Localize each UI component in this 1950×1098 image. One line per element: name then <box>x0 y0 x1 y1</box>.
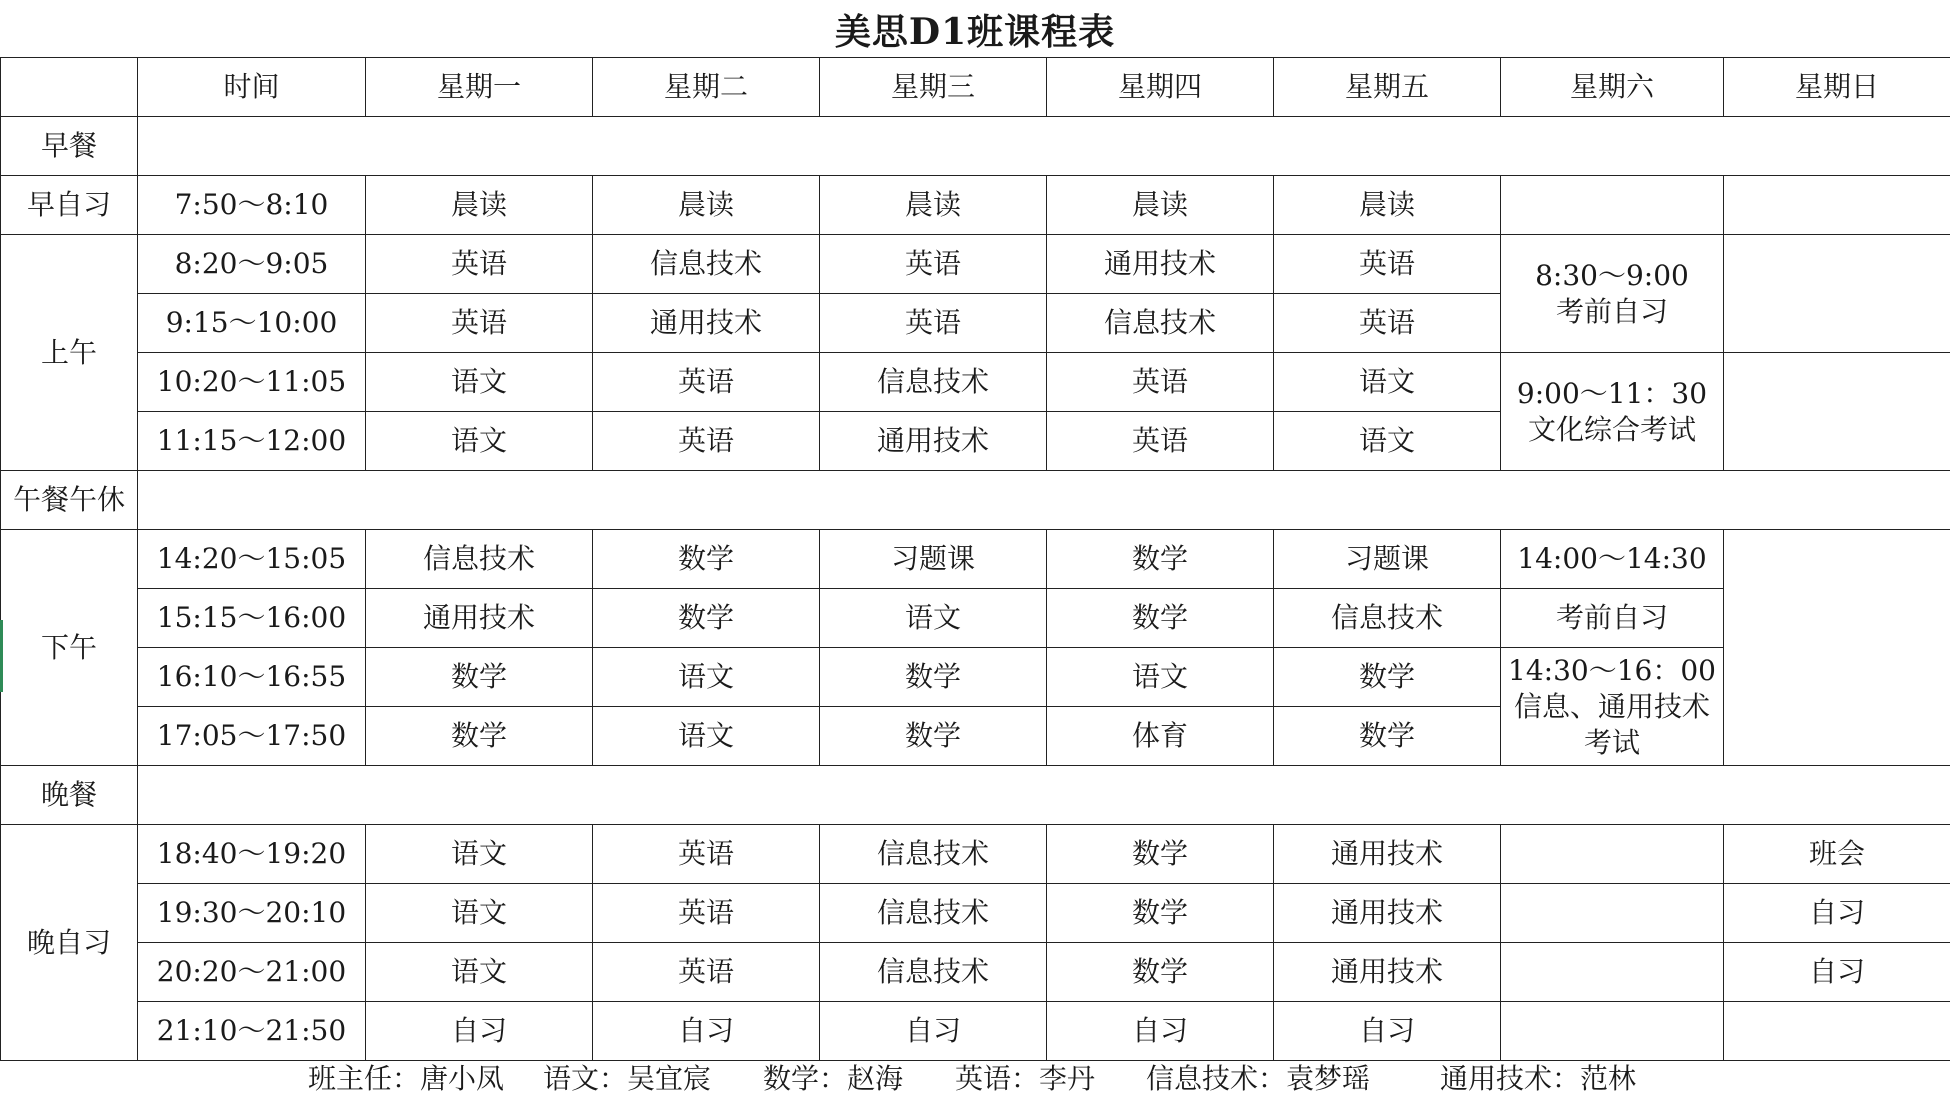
class-cell: 信息技术 <box>366 530 593 589</box>
class-cell: 数学 <box>1047 884 1274 943</box>
class-cell: 英语 <box>593 412 820 471</box>
class-cell: 信息技术 <box>1047 294 1274 353</box>
class-cell: 英语 <box>1047 412 1274 471</box>
class-cell: 晨读 <box>1274 176 1501 235</box>
morning-row <box>1 235 1950 294</box>
sunday-morning-empty <box>1724 235 1950 353</box>
saturday-block-time: 14:30～16：00 <box>1508 653 1716 687</box>
time-cell: 14:20～15:05 <box>138 530 366 589</box>
header-day: 星期二 <box>593 58 820 117</box>
class-cell: 自习 <box>593 1002 820 1061</box>
class-cell: 晨读 <box>366 176 593 235</box>
section-label-morning-study: 早自习 <box>1 176 138 235</box>
class-cell: 英语 <box>366 235 593 294</box>
class-cell: 晨读 <box>820 176 1047 235</box>
class-cell: 自习 <box>820 1002 1047 1061</box>
class-cell: 信息技术 <box>820 943 1047 1002</box>
class-cell: 信息技术 <box>1274 589 1501 648</box>
dinner-row <box>1 766 1950 825</box>
saturday-morning-block-1 <box>1501 235 1724 353</box>
afternoon-row <box>1 530 1950 589</box>
lunch-row <box>1 471 1950 530</box>
class-cell: 英语 <box>1047 353 1274 412</box>
time-cell: 8:20～9:05 <box>138 235 366 294</box>
footer-chinese-teacher: 语文：吴宜宸 <box>543 1062 712 1095</box>
saturday-block-time: 8:30～9:00 <box>1535 258 1689 292</box>
class-cell: 语文 <box>1274 353 1501 412</box>
header-day: 星期一 <box>366 58 593 117</box>
header-day: 星期六 <box>1501 58 1724 117</box>
time-cell: 9:15～10:00 <box>138 294 366 353</box>
time-cell: 11:15～12:00 <box>138 412 366 471</box>
class-cell: 自习 <box>1274 1002 1501 1061</box>
class-cell: 自习 <box>366 1002 593 1061</box>
section-label-afternoon: 下午 <box>1 530 138 766</box>
time-cell: 10:20～11:05 <box>138 353 366 412</box>
class-cell: 语文 <box>593 648 820 707</box>
time-cell: 7:50～8:10 <box>138 176 366 235</box>
sunday-cell: 自习 <box>1724 943 1950 1002</box>
class-cell: 信息技术 <box>593 235 820 294</box>
class-cell: 体育 <box>1047 707 1274 766</box>
saturday-cell <box>1501 1002 1724 1061</box>
footer-general-tech-teacher: 通用技术：范林 <box>1440 1062 1637 1095</box>
header-day: 星期日 <box>1724 58 1950 117</box>
saturday-morning-block-2 <box>1501 353 1724 471</box>
sunday-cell: 班会 <box>1724 825 1950 884</box>
class-cell: 语文 <box>366 884 593 943</box>
section-label-dinner: 晚餐 <box>1 766 138 825</box>
evening-row <box>1 884 1950 943</box>
class-cell: 数学 <box>593 589 820 648</box>
morning-study-row <box>1 176 1950 235</box>
class-cell: 数学 <box>1047 530 1274 589</box>
breakfast-span <box>138 117 1950 176</box>
class-cell: 语文 <box>366 825 593 884</box>
class-cell: 自习 <box>1047 1002 1274 1061</box>
page-title: 美思D1班课程表 <box>834 10 1116 53</box>
section-label-breakfast: 早餐 <box>1 117 138 176</box>
saturday-afternoon-block-2 <box>1501 648 1724 766</box>
header-day: 星期五 <box>1274 58 1501 117</box>
class-cell: 晨读 <box>593 176 820 235</box>
class-cell: 晨读 <box>1047 176 1274 235</box>
saturday-cell <box>1501 825 1724 884</box>
class-cell: 数学 <box>1274 707 1501 766</box>
breakfast-row <box>1 117 1950 176</box>
corner-cell <box>1 58 138 117</box>
schedule-table <box>0 57 1950 1061</box>
class-cell: 英语 <box>593 884 820 943</box>
footer-math-teacher: 数学：赵海 <box>763 1062 904 1095</box>
saturday-afternoon-label-1: 考前自习 <box>1501 589 1724 648</box>
time-cell: 18:40～19:20 <box>138 825 366 884</box>
time-cell: 19:30～20:10 <box>138 884 366 943</box>
sunday-morning-empty <box>1724 353 1950 471</box>
footer-it-teacher: 信息技术：袁梦瑶 <box>1146 1062 1371 1095</box>
class-cell: 语文 <box>820 589 1047 648</box>
class-cell: 信息技术 <box>820 353 1047 412</box>
class-cell: 通用技术 <box>1274 943 1501 1002</box>
teacher-footer <box>0 1053 1950 1098</box>
class-cell: 通用技术 <box>1047 235 1274 294</box>
saturday-cell <box>1501 943 1724 1002</box>
class-cell: 英语 <box>1274 294 1501 353</box>
header-row <box>1 58 1950 117</box>
sunday-cell: 自习 <box>1724 884 1950 943</box>
class-cell: 通用技术 <box>820 412 1047 471</box>
saturday-block-label: 考试 <box>1583 725 1640 759</box>
saturday-block-label: 信息、通用技术 <box>1513 689 1710 723</box>
footer-english-teacher: 英语：李丹 <box>955 1062 1096 1095</box>
header-time: 时间 <box>138 58 366 117</box>
class-cell: 信息技术 <box>820 884 1047 943</box>
class-cell-empty <box>1501 176 1724 235</box>
class-cell: 数学 <box>366 707 593 766</box>
afternoon-row <box>1 589 1950 648</box>
class-cell: 英语 <box>593 943 820 1002</box>
footer-head-teacher: 班主任：唐小凤 <box>308 1062 505 1095</box>
evening-row <box>1 943 1950 1002</box>
saturday-block-label: 考前自习 <box>1555 294 1668 328</box>
class-cell: 信息技术 <box>820 825 1047 884</box>
class-cell: 数学 <box>1047 943 1274 1002</box>
class-cell: 英语 <box>1274 235 1501 294</box>
class-cell: 通用技术 <box>366 589 593 648</box>
class-cell: 语文 <box>366 353 593 412</box>
morning-row <box>1 353 1950 412</box>
evening-row <box>1 825 1950 884</box>
class-cell: 数学 <box>1047 589 1274 648</box>
saturday-afternoon-time-1: 14:00～14:30 <box>1501 530 1724 589</box>
saturday-block-time: 9:00～11：30 <box>1516 376 1708 410</box>
class-cell: 通用技术 <box>593 294 820 353</box>
class-cell: 通用技术 <box>1274 884 1501 943</box>
evening-row <box>1 1002 1950 1061</box>
class-cell: 语文 <box>1047 648 1274 707</box>
class-cell: 英语 <box>593 825 820 884</box>
time-cell: 21:10～21:50 <box>138 1002 366 1061</box>
section-label-morning: 上午 <box>1 235 138 471</box>
class-cell: 通用技术 <box>1274 825 1501 884</box>
header-day: 星期四 <box>1047 58 1274 117</box>
class-cell: 数学 <box>1274 648 1501 707</box>
class-cell: 数学 <box>820 648 1047 707</box>
class-cell: 习题课 <box>1274 530 1501 589</box>
section-label-evening-study: 晚自习 <box>1 825 138 1061</box>
class-cell: 数学 <box>1047 825 1274 884</box>
class-cell: 英语 <box>820 235 1047 294</box>
class-cell: 语文 <box>366 412 593 471</box>
lunch-span <box>138 471 1950 530</box>
afternoon-row <box>1 648 1950 707</box>
time-cell: 20:20～21:00 <box>138 943 366 1002</box>
section-label-lunch: 午餐午休 <box>1 471 138 530</box>
class-cell-empty <box>1724 176 1950 235</box>
header-day: 星期三 <box>820 58 1047 117</box>
saturday-cell <box>1501 884 1724 943</box>
saturday-block-label: 文化综合考试 <box>1527 412 1696 446</box>
class-cell: 数学 <box>593 530 820 589</box>
sunday-afternoon-empty <box>1724 530 1950 766</box>
time-cell: 16:10～16:55 <box>138 648 366 707</box>
class-cell: 习题课 <box>820 530 1047 589</box>
time-cell: 15:15～16:00 <box>138 589 366 648</box>
class-cell: 英语 <box>366 294 593 353</box>
class-cell: 语文 <box>1274 412 1501 471</box>
sunday-cell <box>1724 1002 1950 1061</box>
class-cell: 英语 <box>593 353 820 412</box>
dinner-span <box>138 766 1950 825</box>
time-cell: 17:05～17:50 <box>138 707 366 766</box>
class-cell: 语文 <box>593 707 820 766</box>
class-cell: 英语 <box>820 294 1047 353</box>
cell-selection-marker <box>0 620 3 692</box>
class-cell: 数学 <box>366 648 593 707</box>
class-cell: 数学 <box>820 707 1047 766</box>
class-cell: 语文 <box>366 943 593 1002</box>
